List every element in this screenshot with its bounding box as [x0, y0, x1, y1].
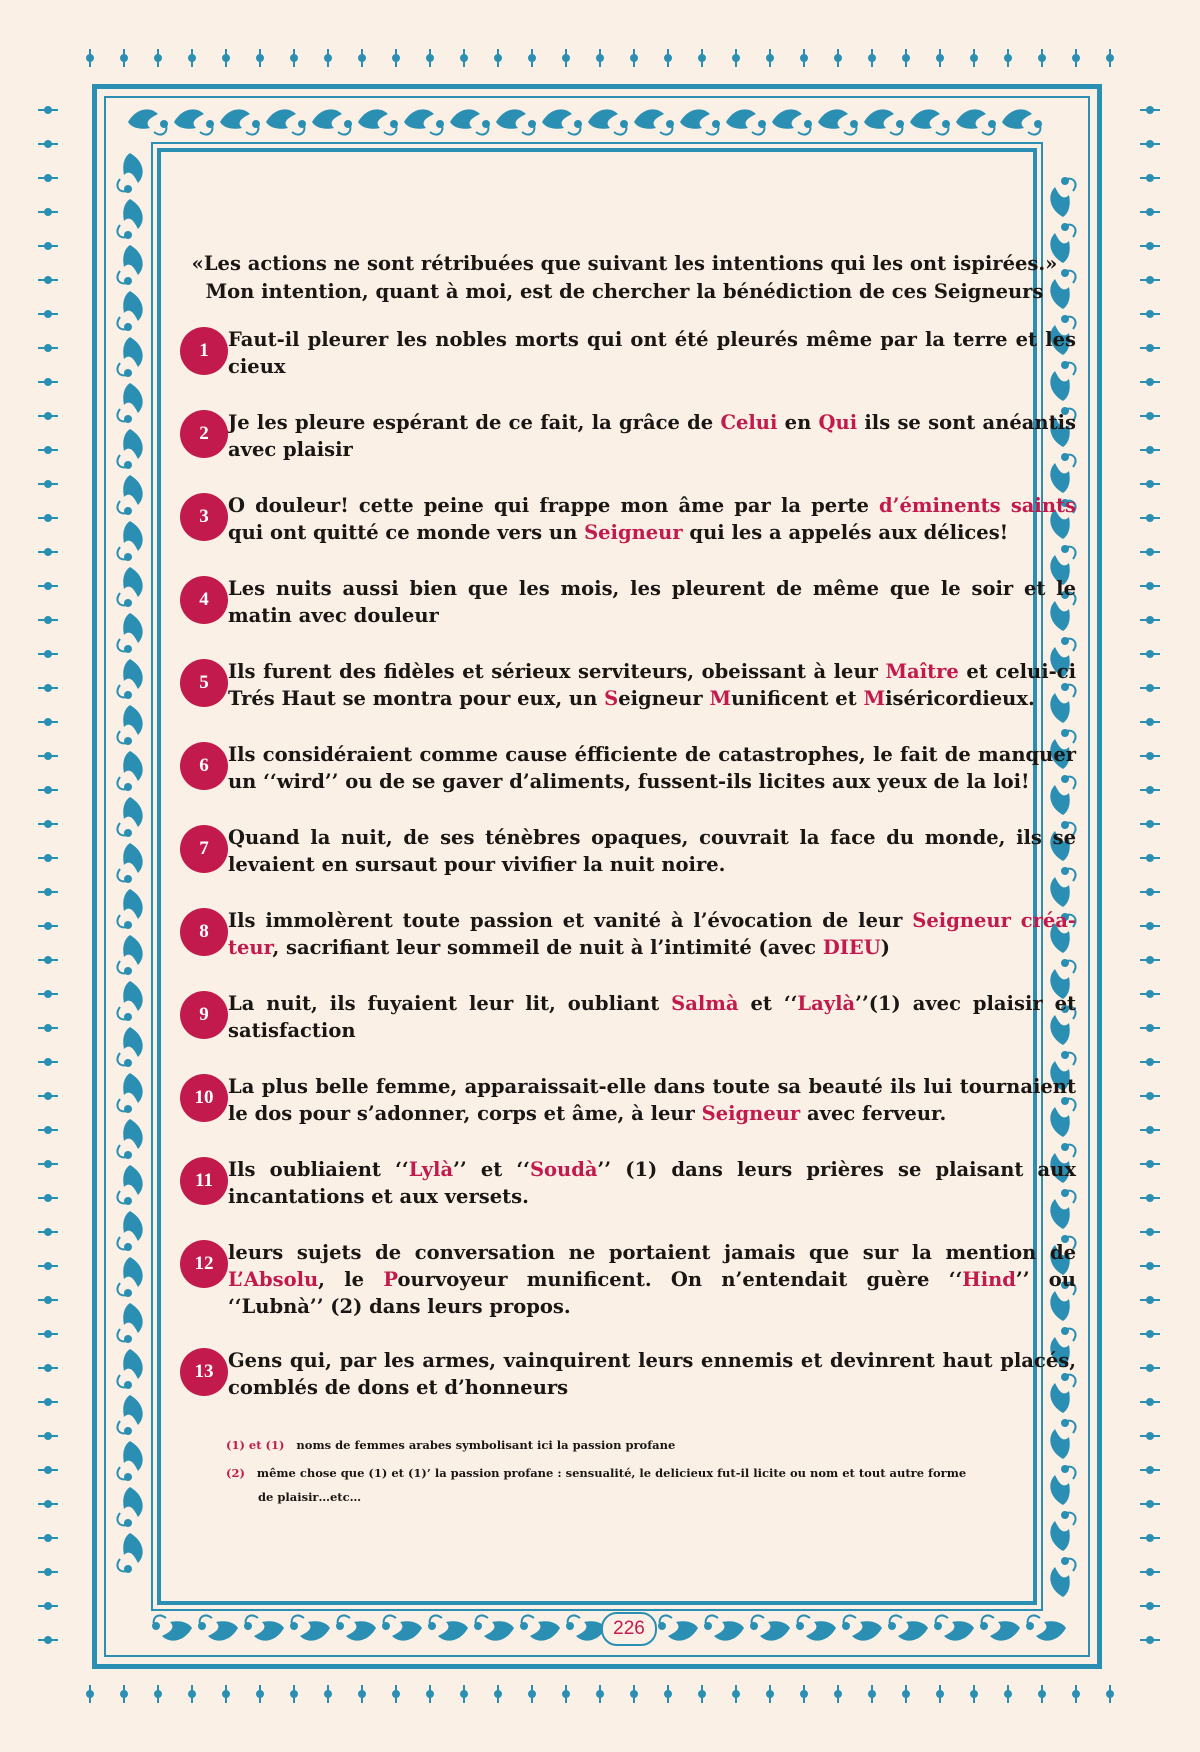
verse-5 [180, 658, 1080, 714]
footnote-2-mark: (2) [226, 1466, 245, 1480]
verse-text-segment: La plus belle femme, apparaissait-elle dans toute sa beauté ils lui tournaient le dos pour s’adonner, corps et âme, à leur [228, 1075, 1076, 1125]
verse-text-segment: Ils immolèrent toute passion et vanité à l’évocation de leur [228, 909, 913, 932]
verse-text-segment: avec ferveur. [800, 1102, 947, 1125]
verse-7 [180, 824, 1080, 880]
highlighted-term: Lylà [408, 1158, 454, 1181]
verse-text-segment: Quand la nuit, de ses ténèbres opaques, couvrait la face du monde, ils se levaient en sursaut pour vivifier la nuit noire. [228, 826, 1076, 876]
highlighted-term: Soudà [529, 1158, 598, 1181]
highlighted-term: L’Absolu [228, 1268, 319, 1291]
verse-text-segment: Ils considéraient comme cause éfficiente de catastrophes, le fait de manquer un ‘‘wird’’ ou de se gaver d’aliments, fussent-ils licites aux yeux de la loi! [228, 743, 1076, 793]
verse-text-segment: O douleur! cette peine qui frappe mon âme par la perte [228, 494, 880, 517]
verse-text-segment: qui ont quitté ce monde vers un [228, 521, 585, 544]
verse-1 [180, 326, 1080, 382]
highlighted-term: Salmà [671, 992, 739, 1015]
footnote-1-mark: (1) et (1) [226, 1438, 285, 1452]
verse-text-segment: Je les pleure espérant de ce fait, la grâce de [228, 411, 721, 434]
intro-line-2: Mon intention, quant à moi, est de chercher la bénédiction de ces Seigneurs [205, 280, 1044, 303]
highlighted-term: d’éminents saints [879, 494, 1077, 517]
verse-text-segment: iséricordieux. [885, 687, 1035, 710]
verse-text-segment: leurs sujets de conversation ne portaient jamais que sur la mention de [228, 1241, 1076, 1264]
verse-text [228, 492, 1076, 546]
highlighted-term: Seigneur créa-teur [228, 909, 1077, 959]
verse-text-segment: Faut-il pleurer les nobles morts qui ont été pleurés même par la terre et les cieux [228, 328, 1076, 378]
verse-text [228, 409, 1076, 463]
verse-text-segment: Ils oubliaient ‘‘ [228, 1158, 409, 1181]
verse-text [228, 1073, 1076, 1127]
verse-4 [180, 575, 1080, 631]
highlighted-term: M [863, 687, 886, 710]
verse-number-badge: 9 [180, 991, 228, 1039]
footnote-1-text: noms de femmes arabes symbolisant ici la passion profane [296, 1438, 676, 1452]
footnote-1 [226, 1436, 1026, 1454]
verse-number-badge: 8 [180, 908, 228, 956]
verse-2 [180, 409, 1080, 465]
verse-text-segment: La nuit, ils fuyaient leur lit, oubliant [228, 992, 672, 1015]
intro [172, 250, 1077, 306]
footnote-2-cont: de plaisir…etc… [258, 1490, 362, 1504]
verse-text-segment: ’’ ou ‘‘Lubnà’’ (2) dans leurs propos. [228, 1268, 1076, 1318]
verse-text-segment: ’’ et ‘‘ [453, 1158, 530, 1181]
verse-number-badge: 5 [180, 659, 228, 707]
verse-11 [180, 1156, 1080, 1212]
verse-text [228, 1156, 1076, 1210]
verse-9 [180, 990, 1080, 1046]
verse-8 [180, 907, 1080, 963]
verse-number-badge: 13 [180, 1348, 228, 1396]
verse-text-segment: , sacrifiant leur sommeil de nuit à l’intimité (avec [272, 936, 823, 959]
intro-line-1: «Les actions ne sont rétribuées que suivant les intentions qui les ont ispirées.» [191, 252, 1058, 275]
highlighted-term: Celui [720, 411, 778, 434]
verse-text [228, 658, 1076, 712]
verse-text-segment: Les nuits aussi bien que les mois, les pleurent de même que le soir et le matin avec douleur [228, 577, 1076, 627]
page-number: 226 [601, 1612, 657, 1646]
verse-text-segment: ’’(1) avec plaisir et satisfaction [228, 992, 1076, 1042]
verse-text [228, 575, 1076, 629]
highlighted-term: P [383, 1268, 398, 1291]
verse-text-segment: et celui-ci Trés Haut se montra pour eux, un [228, 660, 1076, 710]
verse-number-badge: 12 [180, 1240, 228, 1288]
verse-text-segment: unificent et [731, 687, 864, 710]
verse-text [228, 1239, 1076, 1320]
verse-text-segment: ’’ (1) dans leurs prières se plaisant aux incantations et aux versets. [228, 1158, 1076, 1208]
verse-number-badge: 7 [180, 825, 228, 873]
highlighted-term: Seigneur [701, 1102, 801, 1125]
verse-number-badge: 1 [180, 327, 228, 375]
verse-text-segment: Gens qui, par les armes, vainquirent leurs ennemis et devinrent haut placés, comblés de dons et d’honneurs [228, 1349, 1076, 1399]
highlighted-term: Maître [885, 660, 959, 683]
verse-number-badge: 2 [180, 410, 228, 458]
verse-text [228, 1347, 1076, 1401]
verse-6 [180, 741, 1080, 797]
verse-text-segment: eigneur [618, 687, 710, 710]
verse-number-badge: 11 [180, 1157, 228, 1205]
verse-10 [180, 1073, 1080, 1129]
verse-3 [180, 492, 1080, 548]
verse-text-segment: ils se sont anéantis avec plaisir [228, 411, 1076, 461]
verse-number-badge: 6 [180, 742, 228, 790]
verse-text-segment: et ‘‘ [738, 992, 798, 1015]
verse-number-badge: 3 [180, 493, 228, 541]
verse-text [228, 824, 1076, 878]
highlighted-term: Qui [818, 411, 858, 434]
verse-text [228, 741, 1076, 795]
verse-text-segment: qui les a appelés aux délices! [682, 521, 1009, 544]
verse-13 [180, 1347, 1080, 1403]
verse-text-segment: en [777, 411, 819, 434]
verse-number-badge: 10 [180, 1074, 228, 1122]
footnotes [226, 1436, 1026, 1506]
verse-text [228, 326, 1076, 380]
verse-number-badge: 4 [180, 576, 228, 624]
poem-body [180, 250, 1080, 1430]
verse-text-segment: ourvoyeur munificent. On n’entendait guère ‘‘ [397, 1268, 963, 1291]
footnote-2 [226, 1464, 1026, 1482]
verse-text-segment: ) [880, 936, 890, 959]
highlighted-term: M [709, 687, 732, 710]
footnote-2-text: même chose que (1) et (1)’ la passion profane : sensualité, le delicieux fut-il licite ou nom et tout autre forme [256, 1466, 967, 1480]
verse-text-segment: , le [318, 1268, 384, 1291]
verse-text [228, 990, 1076, 1044]
highlighted-term: S [604, 687, 619, 710]
highlighted-term: Hind [962, 1268, 1016, 1291]
verse-list [180, 326, 1080, 1403]
verse-12 [180, 1239, 1080, 1320]
highlighted-term: Seigneur [584, 521, 683, 544]
highlighted-term: Laylà [797, 992, 856, 1015]
highlighted-term: DIEU [822, 936, 881, 959]
verse-text-segment: Ils furent des fidèles et sérieux serviteurs, obeissant à leur [228, 660, 886, 683]
verse-text [228, 907, 1076, 961]
